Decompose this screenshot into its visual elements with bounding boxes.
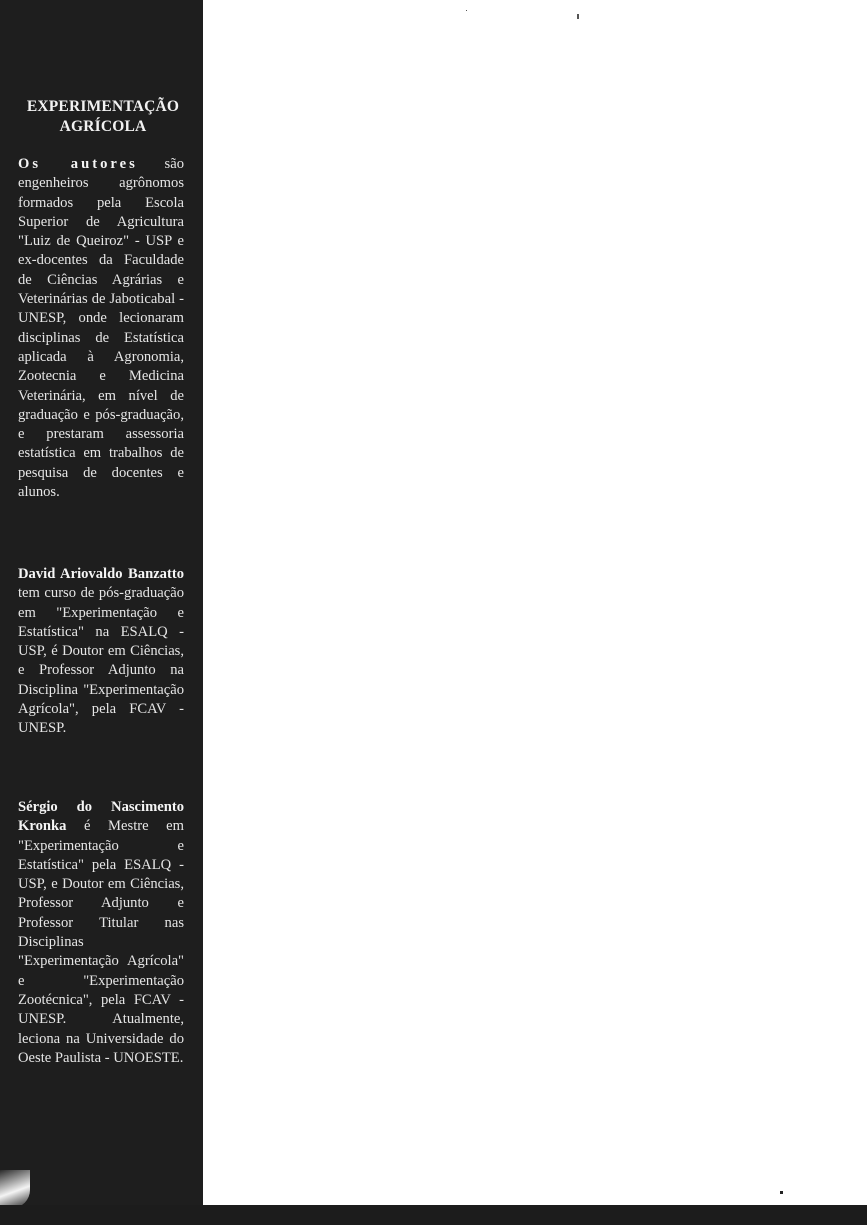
scan-bottom-edge	[0, 1205, 867, 1225]
scan-speck	[577, 14, 579, 19]
author-1-bio: tem curso de pós-graduação em "Experimentação e Estatística" na ESALQ - USP, é Doutor em Ciências, e Professor Adjunto na Disciplina "Experimentação Agrícola", pela FCAV - UNESP.	[18, 585, 184, 737]
author-2-paragraph	[18, 798, 184, 1068]
author-2-bio: é Mestre em "Experimentação e Estatística" pela ESALQ - USP, e Doutor em Ciências, Professor Adjunto e Professor Titular nas Disciplinas "Experimentação Agrícola" e "Experimentação Zootécnica", pela FCAV - UNESP. Atualmente, leciona na Universidade do Oeste Paulista - UNOESTE.	[18, 818, 184, 1066]
author-1-name: David Ariovaldo Banzatto	[18, 566, 184, 582]
author-flap	[0, 0, 203, 1205]
book-title	[12, 97, 194, 137]
authors-intro-text: são engenheiros agrônomos formados pela Escola Superior de Agricultura "Luiz de Queiroz" - USP e ex-docentes da Faculdade de Ciências Agrárias e Veterinárias de Jaboticabal - UNESP, onde lecionaram disciplinas de Estatística aplicada à Agronomia, Zootecnia e Medicina Veterinária, em nível de graduação e pós-graduação, e prestaram assessoria estatística em trabalhos de pesquisa de docentes e alunos.	[18, 156, 184, 501]
book-title-line-1: EXPERIMENTAÇÃO	[26, 98, 180, 115]
scan-speck	[780, 1191, 783, 1194]
authors-intro-lead: Os autores	[18, 156, 138, 172]
book-title-line-2: AGRÍCOLA	[59, 118, 147, 135]
scan-speck	[466, 10, 467, 11]
authors-intro-paragraph	[18, 155, 184, 502]
author-1-paragraph	[18, 565, 184, 739]
author-2-name: Sérgio do Nascimento Kronka	[18, 799, 184, 835]
